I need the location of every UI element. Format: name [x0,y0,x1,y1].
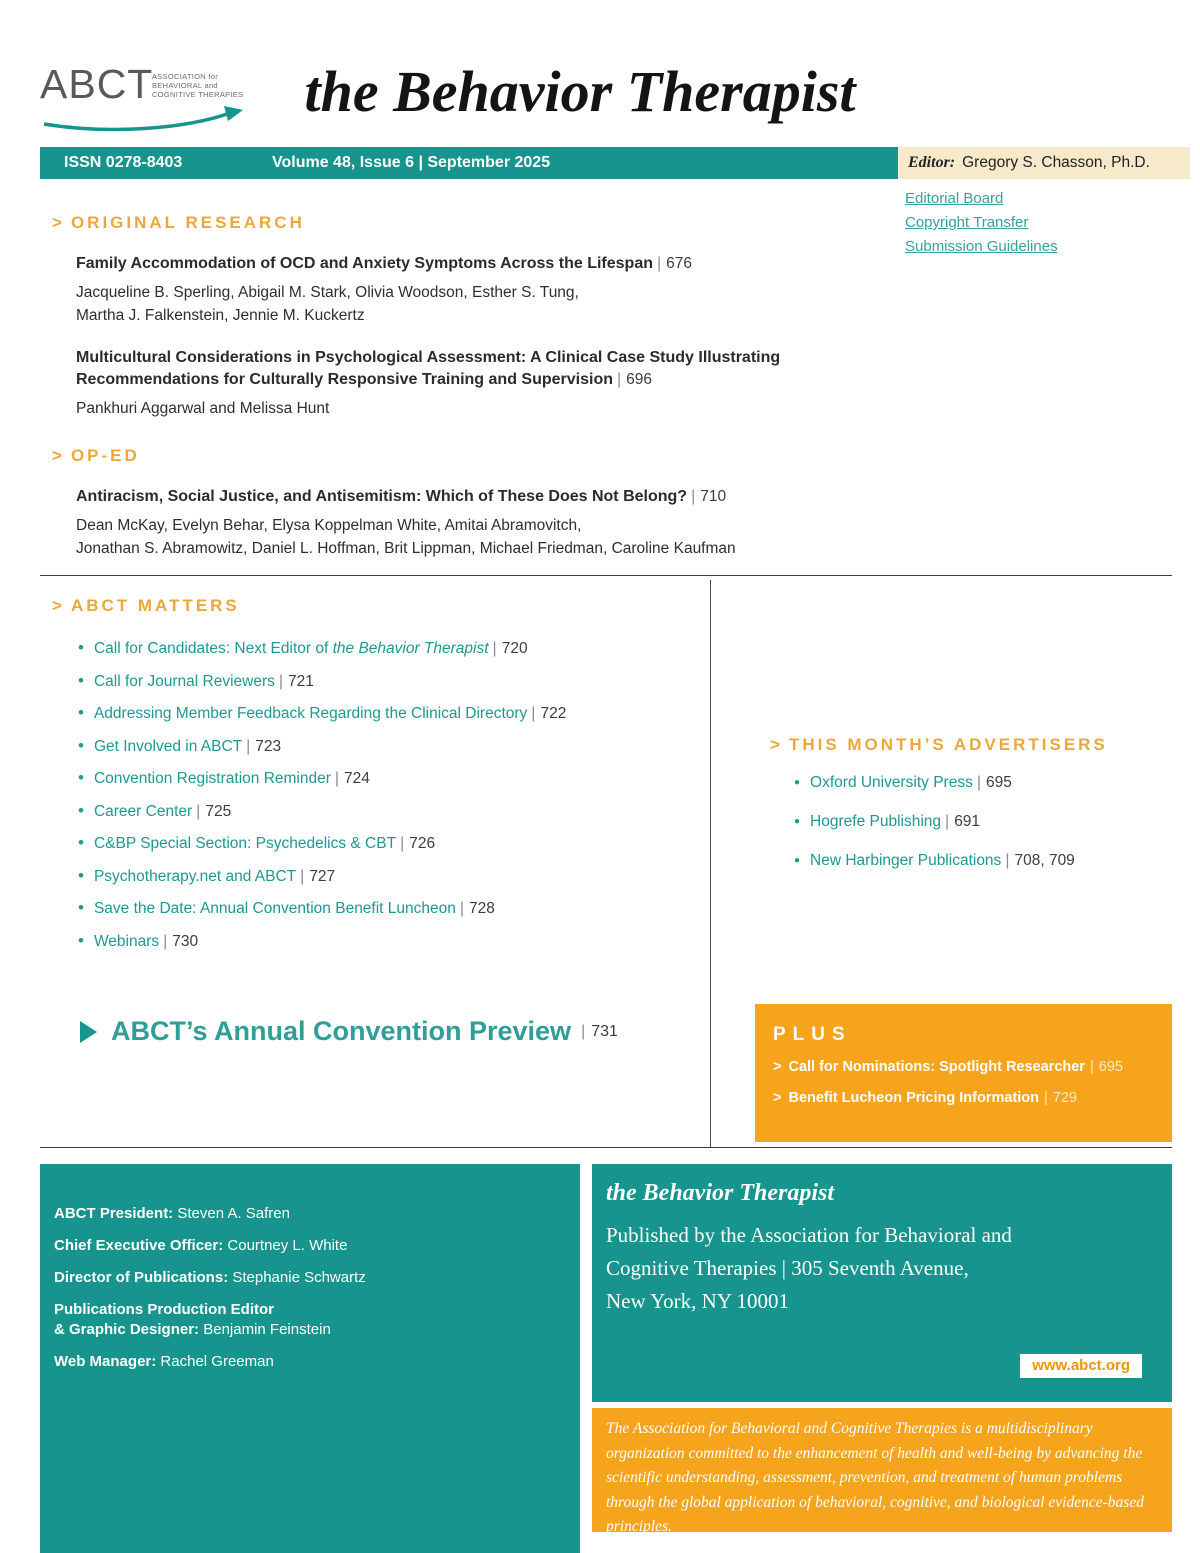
publisher-journal-title: the Behavior Therapist [606,1180,835,1206]
abct-matters-heading [52,596,682,616]
page-separator: | [945,813,950,830]
page-separator: | [400,835,405,852]
article-title-line [76,486,982,508]
page-separator: | [531,705,536,722]
toc-item [52,671,682,692]
toc-item-label: Webinars [93,932,160,950]
page-separator: | [196,802,201,820]
toc-item-label: C&BP Special Section: Psychedelics & CBT [93,835,397,852]
page-number: 696 [626,371,653,388]
page-separator: | [300,867,305,885]
page-separator: | [278,672,284,690]
article-title: Multicultural Considerations in Psychological Assessment: A Clinical Case Study Illustrating Recommendations for Culturally Responsive Training and Supervision [76,349,781,388]
toc-item [52,768,682,789]
advertiser-label: New Harbinger Publications [810,852,1002,869]
mission-box [592,1408,1172,1535]
page-number: 724 [344,770,370,787]
toc-item-label: Convention Registration Reminder [93,770,331,787]
toc-item [52,833,682,854]
op-ed-heading [52,446,982,466]
page-number: 691 [954,813,981,830]
abct-logo-tagline-line2: BEHAVIORAL and [152,81,218,90]
staff-line [54,1300,562,1340]
page-separator: | [163,932,168,950]
link-copyright-transfer[interactable]: Copyright Transfer [905,214,1029,231]
section-op-ed [52,446,982,560]
toc-item-italic: the Behavior Therapist [332,640,489,657]
staff-role-label: Director of Publications: [54,1269,229,1286]
staff-line [54,1352,562,1372]
convention-preview-title: ABCT’s Annual Convention Preview [111,1016,572,1046]
advertisers-heading-text: THIS MONTH’S ADVERTISERS [788,735,1108,754]
advertiser-item [770,851,1170,873]
page-number: 729 [1052,1090,1077,1106]
staff-name: Steven A. Safren [177,1205,290,1222]
bullet-icon [78,866,84,887]
chevron-marker: > [773,1059,782,1075]
page-separator: | [246,737,251,755]
page-number: 710 [700,488,727,505]
authors-line: Jacqueline B. Sperling, Abigail M. Stark, Olivia Woodson, Esther S. Tung, [76,284,579,301]
chevron-marker: > [52,446,62,465]
staff-line [54,1236,562,1256]
toc-item [52,898,682,919]
page-number: 725 [205,802,232,820]
section-abct-matters [52,596,682,963]
op-ed-heading-text: OP-ED [70,446,140,465]
horizontal-divider [40,575,1172,576]
page-separator: | [617,371,622,388]
page-number: 720 [501,640,528,657]
article-title: Antiracism, Social Justice, and Antisemitism: Which of These Does Not Belong? [76,488,688,505]
editor-box [898,147,1190,179]
article-entry [52,253,892,327]
page-separator: | [1089,1059,1094,1075]
bullet-icon [78,736,84,757]
issn-label: ISSN 0278-8403 [64,154,183,171]
issue-label: Volume 48, Issue 6 | September 2025 [272,154,551,171]
editor-name: Gregory S. Chasson, Ph.D. [962,154,1150,171]
authors-line: Dean McKay, Evelyn Behar, Elysa Koppelman White, Amitai Abramovitch, [76,517,582,534]
website-link-box[interactable] [1020,1354,1142,1378]
bullet-icon [78,768,84,789]
bullet-icon [78,931,84,952]
abct-matters-heading-text: ABCT MATTERS [70,596,240,615]
toc-item-label: Save the Date: Annual Convention Benefit Luncheon [93,900,456,917]
page-separator: | [691,488,696,505]
page-number: 695 [986,774,1012,791]
page-separator: | [1005,852,1010,869]
plus-box [755,1004,1172,1142]
publisher-line: Cognitive Therapies | 305 Seventh Avenue, [606,1256,969,1280]
article-title-line [76,347,892,391]
toc-item [52,866,682,887]
advertiser-label: Hogrefe Publishing [810,813,942,830]
toc-item-label: Call for Journal Reviewers [93,672,275,690]
bullet-icon [78,801,84,822]
page-number: 723 [255,737,282,755]
staff-name: Benjamin Feinstein [203,1321,331,1338]
advertisers-heading [770,735,1170,755]
abct-matters-list [52,638,682,952]
publisher-box [592,1164,1172,1402]
staff-line [54,1268,562,1288]
page-number: 727 [309,867,336,885]
plus-item [773,1089,1158,1108]
authors-line: Martha J. Falkenstein, Jennie M. Kuckertz [76,307,365,324]
vertical-divider [710,580,711,1147]
page-number: 676 [666,255,693,272]
staff-name: Courtney L. White [227,1237,348,1254]
toc-item [52,931,682,952]
staff-role-label: Publications Production Editor [54,1301,275,1318]
toc-item-label: Psychotherapy.net and ABCT [93,867,297,885]
advertiser-item [770,812,1170,834]
page-separator: | [334,770,340,787]
bullet-icon [794,812,800,834]
article-authors [76,514,982,560]
horizontal-divider [40,1147,1172,1148]
plus-item-label: Benefit Lucheon Pricing Information [788,1090,1040,1106]
editor-label: Editor: [908,154,956,171]
toc-item [52,736,682,757]
staff-role-label: Web Manager: [54,1353,157,1370]
chevron-marker: > [52,596,62,615]
staff-role-label: Chief Executive Officer: [54,1237,224,1254]
link-submission-guidelines[interactable]: Submission Guidelines [905,238,1058,255]
chevron-marker: > [773,1090,782,1106]
article-entry [52,347,892,420]
section-original-research [52,213,892,420]
page-number: 731 [591,1022,618,1040]
convention-preview [80,1016,618,1047]
page-number: 730 [172,932,199,950]
play-triangle-icon [80,1021,97,1043]
journal-title: the Behavior Therapist [304,59,856,124]
article-title-line [76,253,892,275]
staff-name: Stephanie Schwartz [232,1269,366,1286]
mission-statement: The Association for Behavioral and Cognitive Therapies is a multidisciplinary organization committed to the enhancement of health and well-being by advancing the scientific understanding, assessment, prevention, and treatment of human problems through the global application of behavioral, cognitive, and biological evidence-based principles. [606,1420,1144,1535]
page-number: 722 [540,705,567,722]
article-title: Family Accommodation of OCD and Anxiety Symptoms Across the Lifespan [76,255,653,272]
publisher-line: New York, NY 10001 [606,1289,789,1313]
toc-item [52,801,682,822]
bullet-icon [794,851,800,873]
article-authors [76,281,892,327]
page-separator: | [492,640,497,657]
toc-item [52,703,682,724]
original-research-heading [52,213,892,233]
toc-item-label: Career Center [93,802,193,820]
chevron-marker: > [52,213,62,232]
staff-role-label-line1 [54,1300,562,1320]
page-separator: | [581,1022,586,1040]
toc-item-label: Addressing Member Feedback Regarding the Clinical Directory [93,705,528,722]
plus-item [773,1058,1158,1077]
bullet-icon [78,833,84,854]
article-entry [52,486,982,560]
advertiser-label: Oxford University Press [810,774,973,791]
staff-role-label: & Graphic Designer: [54,1321,200,1338]
staff-name: Rachel Greeman [160,1353,274,1370]
page-number: 728 [469,900,495,917]
bullet-icon [78,671,84,692]
bullet-icon [78,703,84,724]
abct-logo-tagline-line1: ASSOCIATION for [152,72,219,81]
staff-role-label: ABCT President: [54,1205,174,1222]
bullet-icon [78,638,84,659]
bullet-icon [78,898,84,919]
advertiser-item [770,773,1170,795]
plus-heading: PLUS [773,1024,852,1045]
page-separator: | [459,900,465,917]
advertisers-list [770,773,1170,873]
authors-line: Pankhuri Aggarwal and Melissa Hunt [76,400,330,417]
toc-item-text: Call for Candidates: Next Editor of [93,640,333,657]
staff-role-label-line2 [54,1320,562,1340]
page-number: 721 [288,672,314,690]
toc-item-label: Get Involved in ABCT [93,737,243,755]
abct-logo-tagline-line3: COGNITIVE THERAPIES [152,90,244,99]
logo-swoosh-arrow-icon [42,104,247,134]
link-editorial-board[interactable]: Editorial Board [905,190,1004,207]
masthead-box [40,1164,580,1553]
page-number: 726 [409,835,436,852]
website-link[interactable]: www.abct.org [1032,1357,1130,1374]
abct-logo-wordmark: ABCT [40,61,154,107]
bullet-icon [794,773,800,795]
page-separator: | [657,255,662,272]
publisher-line: Published by the Association for Behavioral and [606,1223,1012,1247]
page-number: 708, 709 [1014,852,1075,869]
abct-logo-tagline [152,72,243,99]
toc-item-label [94,639,489,659]
page-separator: | [976,774,981,791]
staff-line [54,1204,562,1224]
plus-item-label: Call for Nominations: Spotlight Researcher [788,1059,1085,1075]
abct-logo [40,62,255,134]
page-number: 695 [1098,1059,1123,1075]
header-links [905,190,1058,255]
toc-item [52,638,682,659]
page-separator: | [1044,1090,1048,1106]
article-authors [76,397,892,420]
issue-banner [40,147,1190,179]
section-advertisers [770,735,1170,890]
original-research-heading-text: ORIGINAL RESEARCH [70,213,305,232]
authors-line: Jonathan S. Abramowitz, Daniel L. Hoffman, Brit Lippman, Michael Friedman, Caroline Kaufman [76,540,736,557]
chevron-marker: > [770,735,780,754]
